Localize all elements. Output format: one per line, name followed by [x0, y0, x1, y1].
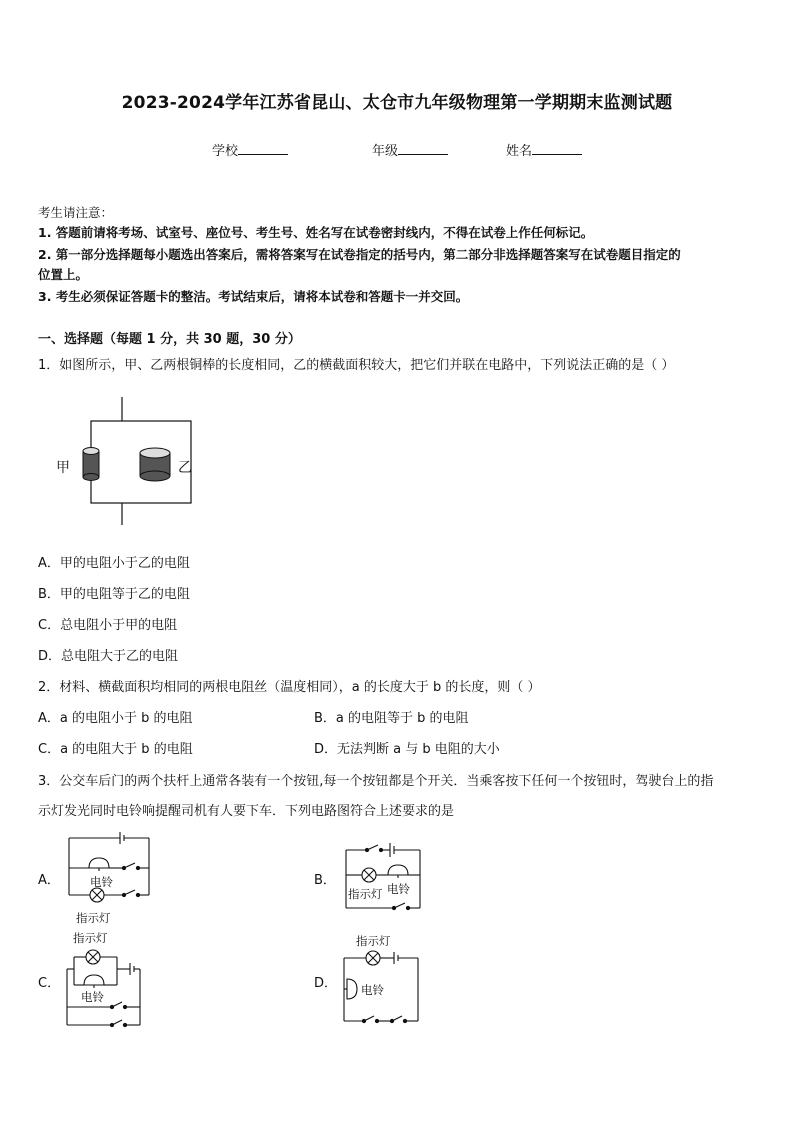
q3-circuit-a[interactable] — [62, 830, 157, 910]
notice-item: 2. 第一部分选择题每小题选出答案后，需将答案写在试卷指定的括号内，第二部分非选择题答案写在试卷题目指定的 — [38, 247, 681, 262]
q3-b-bell-label: 电铃 — [387, 882, 410, 896]
q3-d-bell-label: 电铃 — [361, 983, 384, 997]
question-2-stem: 2．材料、横截面积均相同的两根电阻丝（温度相同），a 的长度大于 b 的长度，则（ ） — [38, 680, 541, 695]
q3-a-bell-label: 电铃 — [90, 875, 113, 889]
rod-yi-label: 乙 — [178, 460, 192, 476]
name-blank[interactable] — [532, 142, 582, 155]
q1-option-b[interactable]: B．甲的电阻等于乙的电阻 — [38, 587, 190, 602]
rod-yi-icon — [140, 448, 170, 481]
notice-heading: 考生请注意： — [38, 205, 114, 220]
question-3-stem-line2: 示灯发光同时电铃响提醒司机有人要下车．下列电路图符合上述要求的是 — [38, 804, 455, 819]
rod-jia-icon — [83, 448, 99, 481]
grade-label: 年级 — [372, 144, 399, 159]
q1-option-d[interactable]: D．总电阻大于乙的电阻 — [38, 649, 179, 664]
question-3-stem-line1: 3．公交车后门的两个扶杆上通常各装有一个按钮,每一个按钮都是个开关．当乘客按下任何一个按钮时，驾驶台上的指 — [38, 774, 714, 789]
school-label: 学校 — [212, 144, 239, 159]
q3-c-bell-label: 电铃 — [81, 990, 104, 1004]
question-1-stem: 1．如图所示，甲、乙两根铜棒的长度相同，乙的横截面积较大，把它们并联在电路中，下列说法正确的是（ ） — [38, 358, 675, 373]
name-label: 姓名 — [506, 144, 533, 159]
school-field — [212, 140, 288, 159]
notice-item: 位置上。 — [38, 267, 89, 282]
grade-field — [372, 140, 448, 159]
q2-option-c[interactable]: C．a 的电阻大于 b 的电阻 — [38, 742, 193, 757]
q2-option-d[interactable]: D．无法判断 a 与 b 电阻的大小 — [314, 742, 500, 757]
q1-option-c[interactable]: C．总电阻小于甲的电阻 — [38, 618, 178, 633]
q2-option-b[interactable]: B．a 的电阻等于 b 的电阻 — [314, 711, 469, 726]
name-field — [506, 140, 582, 159]
q1-option-a[interactable]: A．甲的电阻小于乙的电阻 — [38, 556, 190, 571]
q3-d-lamp-label: 指示灯 — [356, 934, 391, 948]
q3-option-c-letter[interactable]: C． — [38, 976, 61, 991]
grade-blank[interactable] — [398, 142, 448, 155]
notice-item: 1. 答题前请将考场、试室号、座位号、考生号、姓名写在试卷密封线内，不得在试卷上作任何标记。 — [38, 225, 594, 240]
q3-a-lamp-label: 指示灯 — [76, 911, 111, 925]
q3-c-lamp-label: 指示灯 — [73, 931, 108, 945]
q2-option-a[interactable]: A．a 的电阻小于 b 的电阻 — [38, 711, 193, 726]
q3-b-lamp-label: 指示灯 — [348, 887, 383, 901]
school-blank[interactable] — [238, 142, 288, 155]
q3-circuit-b[interactable] — [340, 838, 425, 916]
q3-circuit-c[interactable] — [62, 945, 147, 1030]
page-title: 2023-2024学年江苏省昆山、太仓市九年级物理第一学期期末监测试题 — [121, 93, 673, 113]
section-heading: 一、选择题（每题 1 分，共 30 题，30 分） — [38, 332, 301, 347]
q3-option-d-letter[interactable]: D． — [314, 976, 338, 991]
q3-option-a-letter[interactable]: A． — [38, 873, 60, 888]
q3-option-b-letter[interactable]: B． — [314, 873, 336, 888]
notice-item: 3. 考生必须保证答题卡的整洁。考试结束后，请将本试卷和答题卡一并交回。 — [38, 289, 469, 304]
rod-jia-label: 甲 — [56, 460, 70, 476]
